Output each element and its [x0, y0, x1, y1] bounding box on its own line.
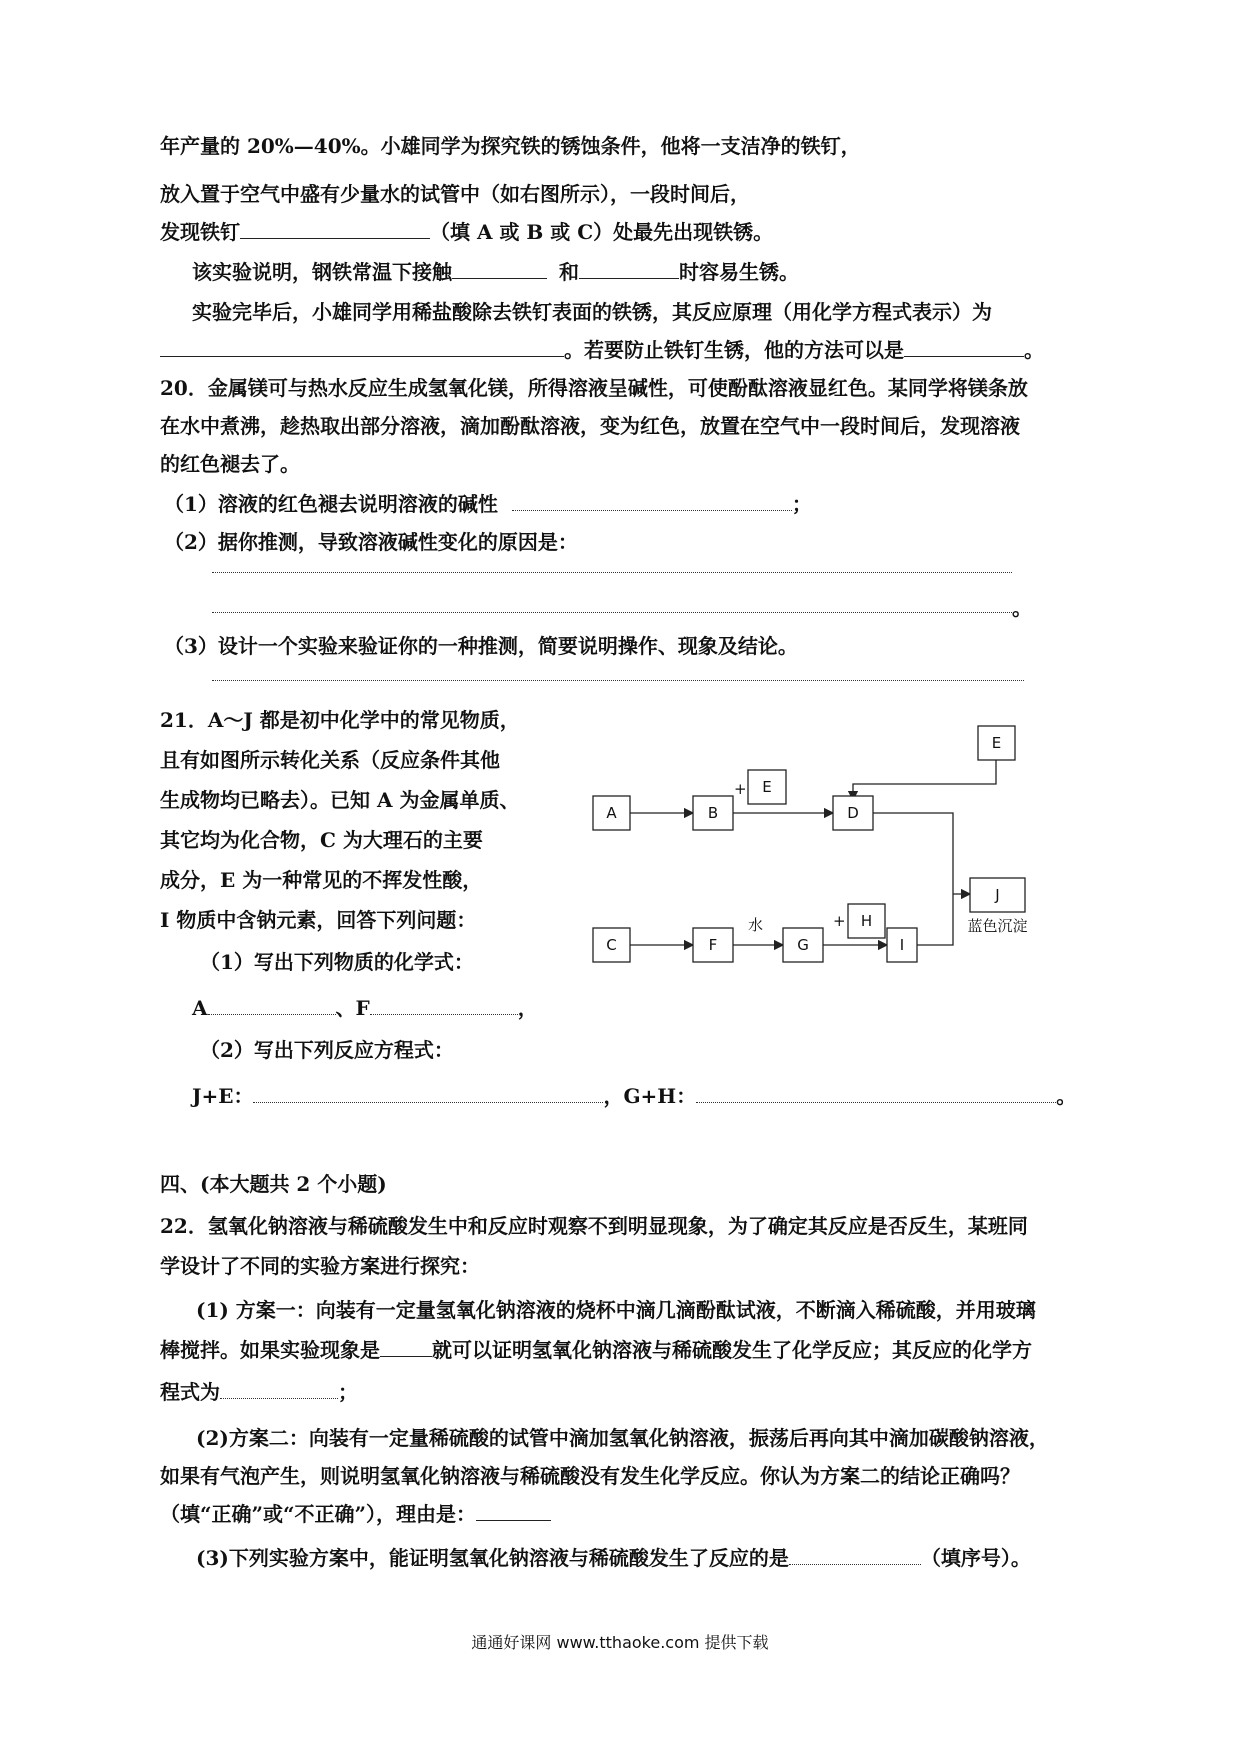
- svg-text:I: I: [899, 936, 905, 954]
- answer-blank-alkalinity[interactable]: [512, 490, 792, 511]
- answer-line-reason-1[interactable]: [212, 572, 1012, 573]
- svg-text:C: C: [606, 936, 617, 954]
- q20-sub-2: （2）据你推测，导致溶液碱性变化的原因是：: [164, 530, 578, 554]
- answer-blank-equation-gh[interactable]: [696, 1082, 1056, 1103]
- q22-part-2-line-3: （填“正确”或“不正确”），理由是：: [160, 1500, 551, 1528]
- svg-text:D: D: [847, 804, 859, 822]
- q19-line-3: 发现铁钉 （填 A 或 B 或 C）处最先出现铁锈。: [160, 220, 774, 244]
- svg-text:J: J: [995, 886, 1000, 904]
- q19-line-6: 。若要防止铁钉生锈，他的方法可以是 。: [160, 336, 1044, 364]
- q22-line-2: 学设计了不同的实验方案进行探究：: [160, 1254, 480, 1278]
- q19-line-4: 该实验说明，钢铁常温下接触 和 时容易生锈。: [192, 260, 799, 284]
- node-j: [970, 878, 1025, 912]
- section-4-title: 四、(本大题共 2 个小题): [160, 1172, 387, 1196]
- answer-blank-rust-position[interactable]: [240, 218, 430, 239]
- q19-line-2: 放入置于空气中盛有少量水的试管中（如右图所示），一段时间后，: [160, 182, 750, 206]
- answer-blank-equation-je[interactable]: [253, 1082, 603, 1103]
- answer-blank-neutralization-equation[interactable]: [220, 1378, 338, 1399]
- answer-blank-formula-a[interactable]: [208, 994, 336, 1015]
- answer-blank-prevention[interactable]: [904, 336, 1024, 357]
- q20-sub-2-end: 。: [1012, 596, 1032, 620]
- edge-d-to-j: [873, 813, 953, 894]
- q21-line-1: 21．A～J 都是初中化学中的常见物质，: [160, 708, 520, 732]
- answer-blank-formula-f[interactable]: [370, 994, 518, 1015]
- answer-blank-condition-1[interactable]: [452, 258, 547, 279]
- node-g: [783, 928, 823, 962]
- answer-blank-option-number[interactable]: [789, 1544, 921, 1565]
- q21-line-6: I 物质中含钠元素，回答下列问题：: [160, 908, 477, 932]
- plus-sign-h: +: [833, 912, 846, 930]
- q22-part-1-line-3: 程式为 ；: [160, 1380, 358, 1404]
- node-e-top: [978, 726, 1015, 760]
- q20-line-1: 20．金属镁可与热水反应生成氢氧化镁，所得溶液呈碱性，可使酚酞溶液显红色。某同学将镁条放: [160, 376, 1028, 400]
- water-label: 水: [748, 916, 764, 934]
- svg-text:E: E: [762, 778, 772, 796]
- svg-text:G: G: [797, 936, 809, 954]
- q22-part-2-line-1: (2)方案二：向装有一定量稀硫酸的试管中滴加氢氧化钠溶液，振荡后再向其中滴加碳酸钠溶液，: [196, 1426, 1049, 1450]
- q22-part-1-line-1: (1) 方案一：向装有一定量氢氧化钠溶液的烧杯中滴几滴酚酞试液，不断滴入稀硫酸，并用玻璃: [196, 1298, 1036, 1322]
- answer-line-reason-2[interactable]: [212, 612, 1012, 613]
- q21-line-2: 且有如图所示转化关系（反应条件其他: [160, 748, 500, 772]
- q21-line-5: 成分，E 为一种常见的不挥发性酸，: [160, 868, 483, 892]
- svg-text:F: F: [708, 936, 718, 954]
- j-label-blue-precipitate: 蓝色沉淀: [967, 917, 1028, 935]
- q20-sub-1: （1）溶液的红色褪去说明溶液的碱性 ；: [164, 492, 812, 516]
- q21-part-1: （1）写出下列物质的化学式：: [200, 950, 474, 974]
- q22-part-1-line-2: 棒搅拌。如果实验现象是 就可以证明氢氧化钠溶液与稀硫酸发生了化学反应；其反应的化学方: [160, 1338, 1032, 1362]
- q19-line-5: 实验完毕后，小雄同学用稀盐酸除去铁钉表面的铁锈，其反应原理（用化学方程式表示）为: [192, 300, 992, 324]
- node-d: [833, 796, 873, 830]
- node-i: [887, 928, 917, 962]
- q20-line-2: 在水中煮沸，趁热取出部分溶液，滴加酚酞溶液，变为红色，放置在空气中一段时间后，发现溶液: [160, 414, 1020, 438]
- node-b: [693, 796, 733, 830]
- svg-text:E: E: [991, 734, 1002, 752]
- q19-line-1: 年产量的 20%—40%。小雄同学为探究铁的锈蚀条件，他将一支洁净的铁钉，: [160, 134, 861, 158]
- conversion-diagram: [590, 706, 1050, 976]
- q21-part-2-answers: J+E： ，G+H： 。: [192, 1084, 1077, 1108]
- q21-line-4: 其它均为化合物，C 为大理石的主要: [160, 828, 483, 852]
- node-f: [693, 928, 733, 962]
- node-a: [593, 796, 630, 830]
- plus-sign-e: +: [734, 780, 747, 798]
- footer-source: 通通好课网 www.tthaoke.com 提供下载: [471, 1633, 769, 1652]
- q21-part-2: （2）写出下列反应方程式：: [200, 1038, 454, 1062]
- answer-blank-phenomenon[interactable]: [380, 1336, 432, 1357]
- node-h: [848, 904, 885, 938]
- node-e-reagent: [748, 770, 786, 804]
- q20-sub-3: （3）设计一个实验来验证你的一种推测，简要说明操作、现象及结论。: [164, 634, 798, 658]
- q21-part-1-answers: A 、F ，: [192, 996, 538, 1020]
- q20-line-3: 的红色褪去了。: [160, 452, 300, 476]
- answer-blank-reason[interactable]: [476, 1500, 551, 1521]
- q21-line-3: 生成物均已略去）。已知 A 为金属单质、: [160, 788, 520, 812]
- q22-part-2-line-2: 如果有气泡产生，则说明氢氧化钠溶液与稀硫酸没有发生化学反应。你认为方案二的结论正确吗？: [160, 1464, 1020, 1488]
- answer-line-experiment[interactable]: [212, 680, 1024, 681]
- node-c: [593, 928, 630, 962]
- svg-text:A: A: [606, 804, 617, 822]
- answer-blank-rust-equation[interactable]: [160, 336, 564, 357]
- q22-part-3: (3)下列实验方案中，能证明氢氧化钠溶液与稀硫酸发生了反应的是 （填序号）。: [196, 1546, 1031, 1570]
- edge-i-to-j: [917, 894, 953, 945]
- svg-text:H: H: [860, 912, 873, 930]
- svg-text:B: B: [707, 804, 719, 822]
- q22-line-1: 22．氢氧化钠溶液与稀硫酸发生中和反应时观察不到明显现象，为了确定其反应是否反生，某班同: [160, 1214, 1028, 1238]
- answer-blank-condition-2[interactable]: [579, 258, 679, 279]
- edge-top-e-to-d: [853, 760, 996, 800]
